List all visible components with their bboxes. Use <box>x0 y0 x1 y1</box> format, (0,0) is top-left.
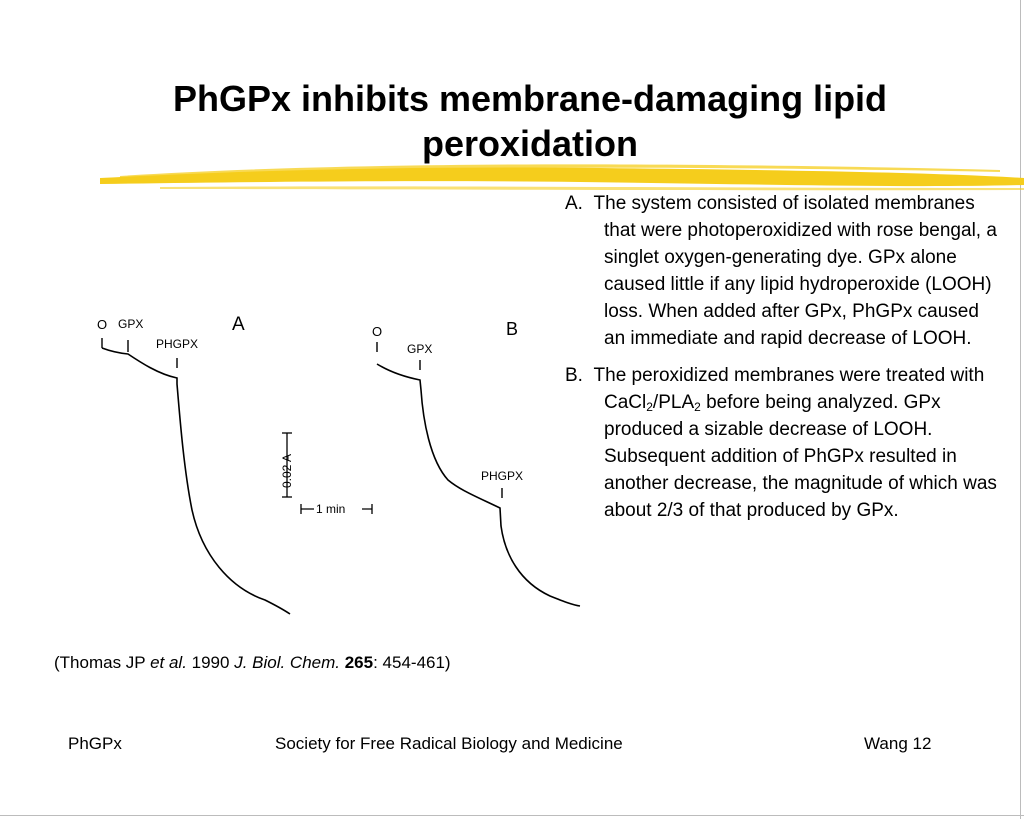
citation-journal: J. Biol. Chem. <box>234 653 340 672</box>
explanation-bullets <box>565 190 1005 534</box>
bullet-b-text-1: The peroxidized membranes were treated with CaCl <box>593 365 985 413</box>
slide-title <box>60 76 1000 166</box>
panel-b-label-phgpx: PHGPX <box>481 469 524 483</box>
panel-b-label-gpx: GPX <box>407 342 433 356</box>
bullet-b-marker: B. <box>565 365 583 386</box>
bullet-a-marker: A. <box>565 193 583 214</box>
title-line-1: PhGPx inhibits membrane-damaging lipid <box>172 78 888 119</box>
bullet-b-sub-1: 2 <box>646 400 653 414</box>
panel-a-label-gpx: GPX <box>118 317 144 331</box>
time-scale-label: 1 min <box>316 502 346 516</box>
trace-b <box>377 364 580 606</box>
footer-left: PhGPx <box>68 734 122 753</box>
citation-et-al: et al. <box>150 653 187 672</box>
lipid-peroxidation-traces-figure <box>80 300 600 640</box>
panel-b-letter: B <box>506 319 519 339</box>
bullet-a <box>565 190 1005 352</box>
panel-a-label-phgpx: PHGPX <box>156 337 199 351</box>
panel-a-letter: A <box>232 314 245 335</box>
citation-authors: (Thomas JP <box>54 653 151 672</box>
absorbance-scale-label: 0.02 A <box>280 453 294 488</box>
citation <box>54 652 451 674</box>
title-line-2: peroxidation <box>421 123 639 164</box>
bullet-b-text-3: before being analyzed. GPx produced a sizable decrease of LOOH. Subsequent addition of PhGPx resulted in another decrease, the magnitude of which was about 2/3 of that produced by GPx. <box>604 392 997 521</box>
citation-pages: : 454-461) <box>373 653 451 672</box>
bullet-a-text: The system consisted of isolated membranes that were photoperoxidized with rose bengal, a singlet oxygen-generating dye. GPx alone caused little if any lipid hydroperoxide (LOOH) loss. When added after GPx, PhGPx caused an immediate and rapid decrease of LOOH. <box>593 193 997 349</box>
footer-right: Wang 12 <box>864 734 932 753</box>
trace-a <box>102 348 290 614</box>
slide-edge-right <box>1020 0 1021 819</box>
panel-b-label-o: O <box>372 324 383 339</box>
citation-year: 1990 <box>186 653 235 672</box>
footer-center: Society for Free Radical Biology and Medicine <box>275 734 623 753</box>
slide-edge-bottom <box>0 815 1024 816</box>
panel-a-label-o: O <box>97 317 108 332</box>
bullet-b-text-2: /PLA <box>652 392 695 413</box>
bullet-b <box>565 362 1005 524</box>
title-highlight-stroke <box>100 158 1024 194</box>
bullet-b-sub-2: 2 <box>694 400 701 414</box>
citation-volume: 265 <box>340 653 374 672</box>
